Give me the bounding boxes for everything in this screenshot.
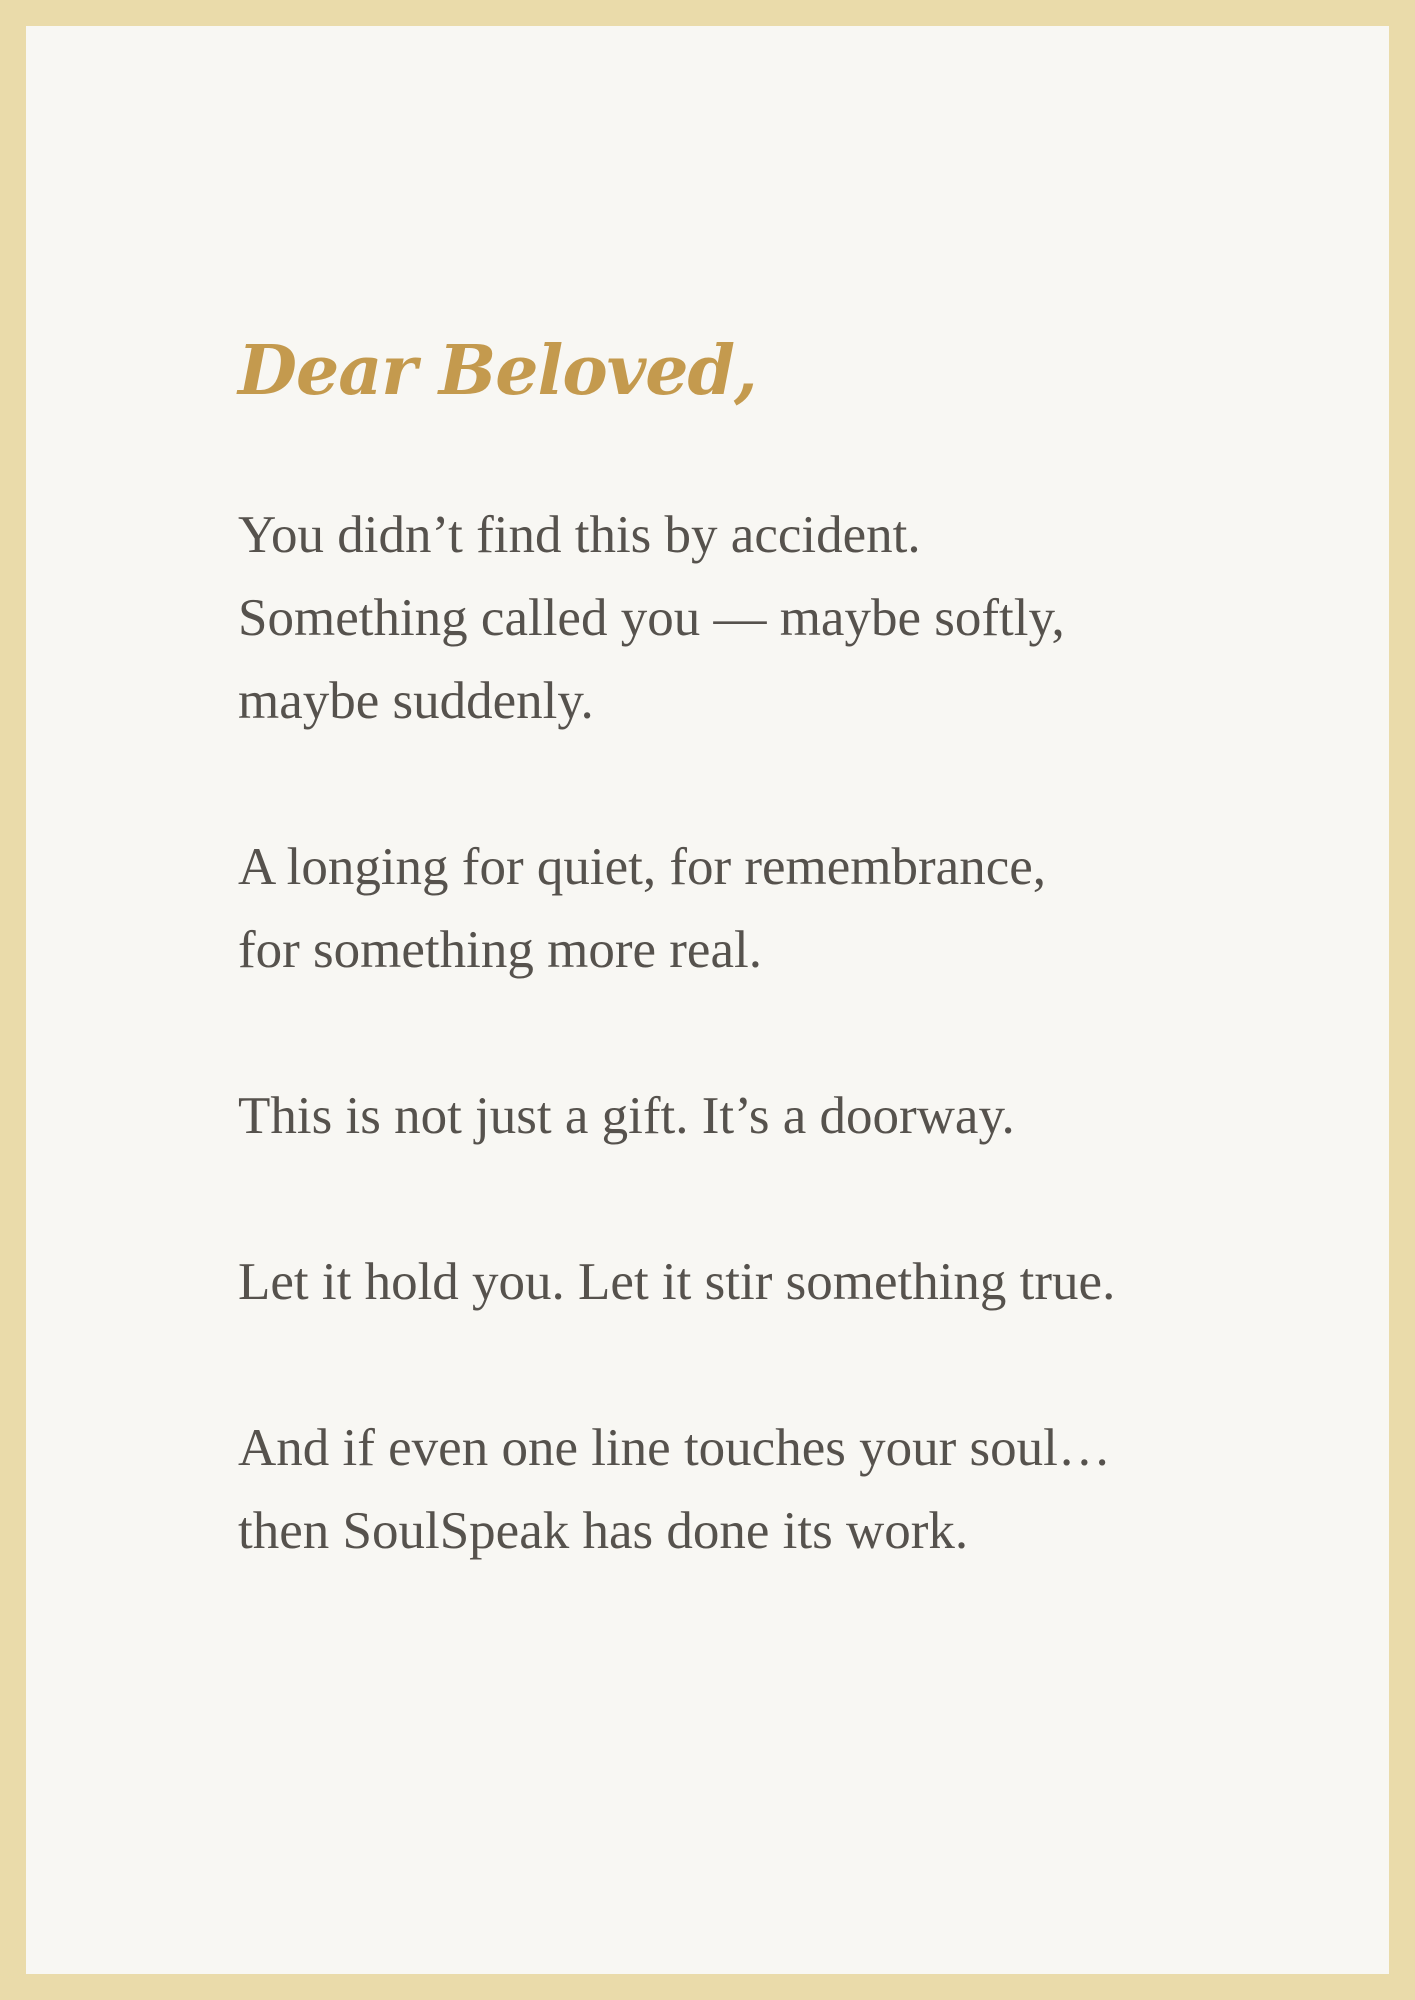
stanza-line: You didn’t find this by accident. <box>238 506 921 564</box>
stanza-5 <box>238 1407 1288 1573</box>
stanza-line: Something called you — maybe softly, <box>238 589 1065 647</box>
stanza-3 <box>238 1075 1288 1158</box>
stanza-1 <box>238 494 1288 743</box>
stanza-line: for something more real. <box>238 921 762 979</box>
stanza-line: And if even one line touches your soul… <box>238 1419 1111 1477</box>
stanza-line: This is not just a gift. It’s a doorway. <box>238 1087 1015 1145</box>
letter-body <box>238 494 1288 1573</box>
letter-card <box>26 26 1389 1974</box>
stanza-line: maybe suddenly. <box>238 672 594 730</box>
stanza-4 <box>238 1241 1288 1324</box>
stanza-2 <box>238 826 1288 992</box>
stanza-line: then SoulSpeak has done its work. <box>238 1502 969 1560</box>
letter-content <box>238 326 1288 1656</box>
stanza-line: A longing for quiet, for remembrance, <box>238 838 1046 896</box>
stanza-line: Let it hold you. Let it stir something true. <box>238 1253 1116 1311</box>
greeting-heading: Dear Beloved, <box>238 331 757 411</box>
